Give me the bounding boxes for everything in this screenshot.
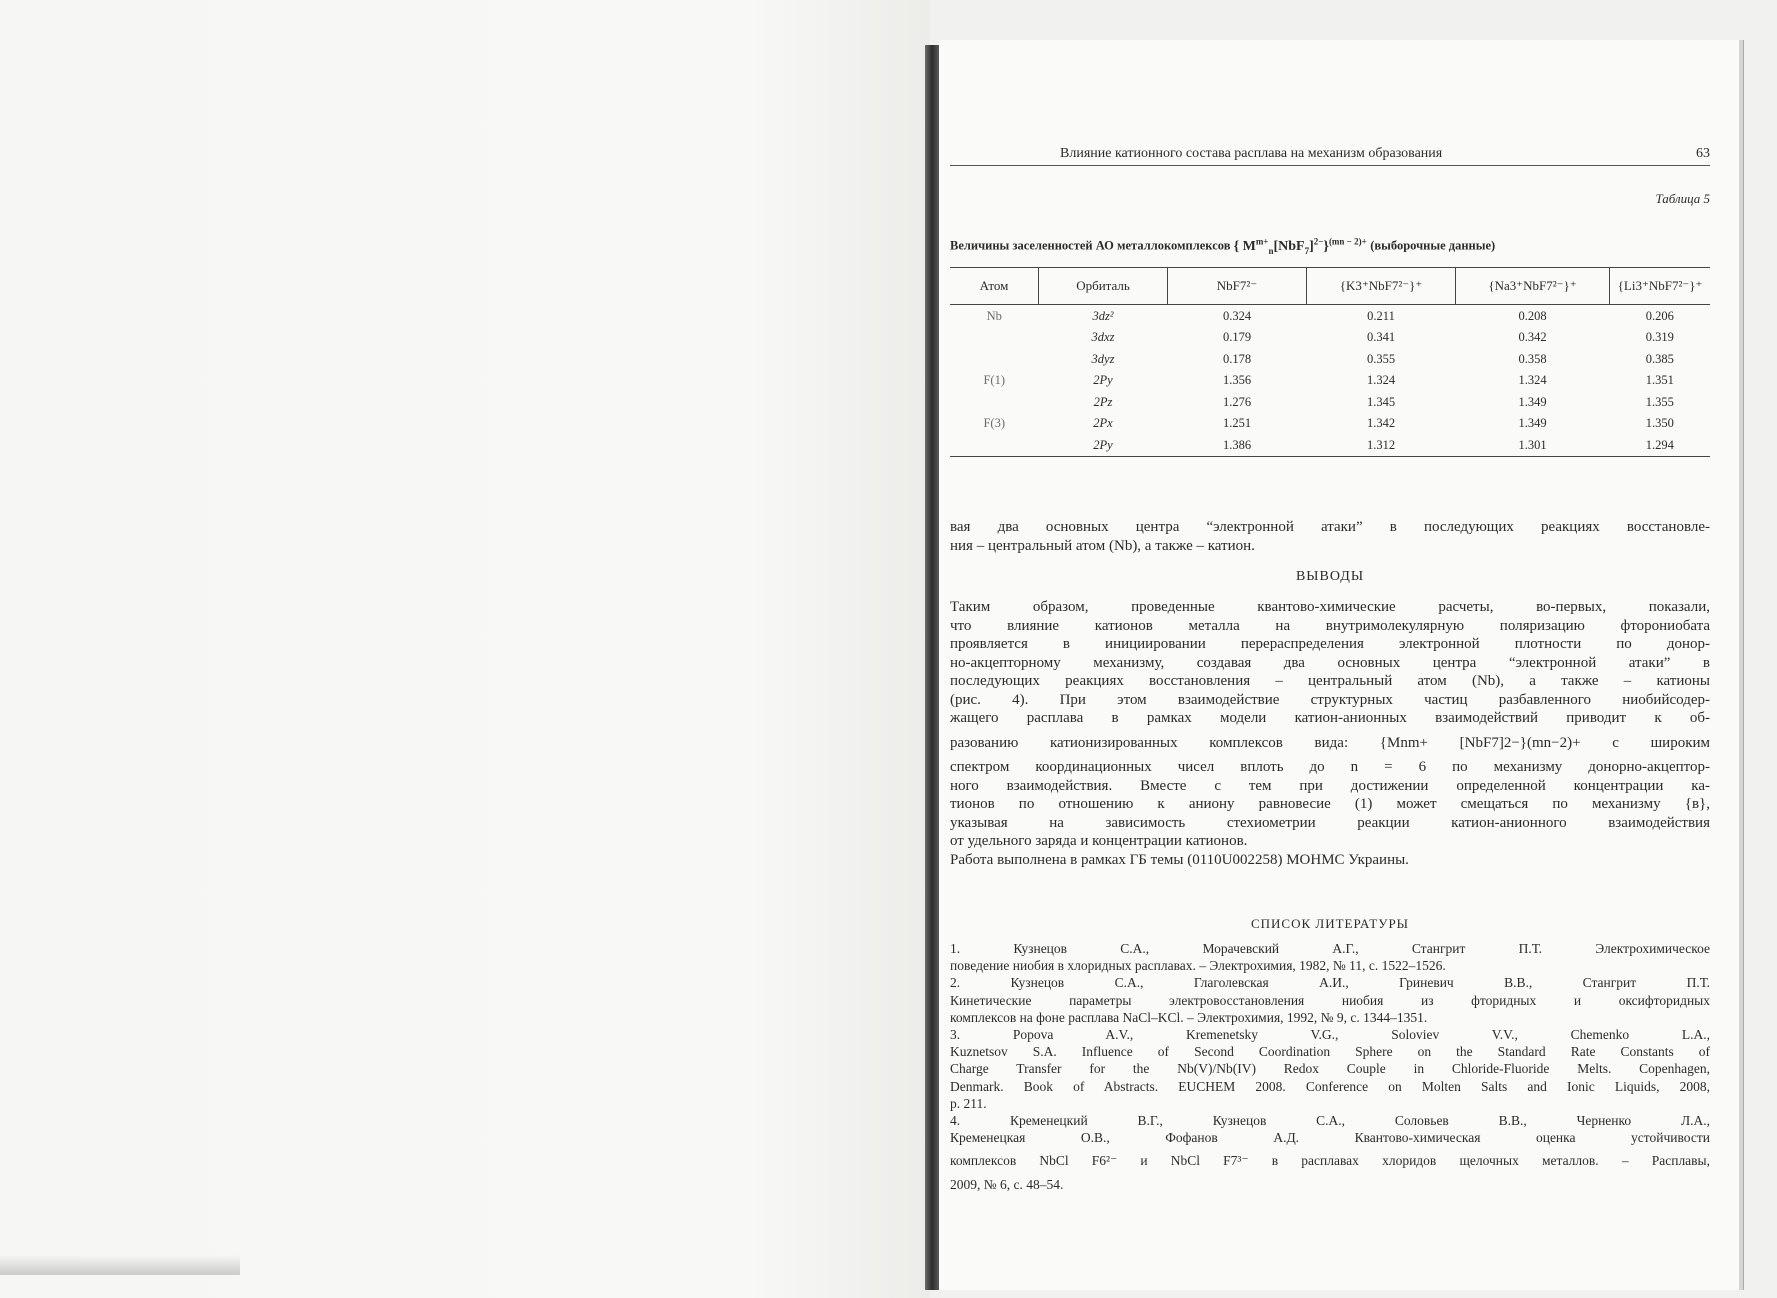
table-cell: 2Py	[1093, 373, 1113, 387]
table-cell: 0.206	[1645, 308, 1674, 323]
reference-line: Denmark. Book of Abstracts. EUCHEM 2008. Conference on Molten Salts and Ionic Liquids, 2008,	[950, 1078, 1710, 1094]
reference-line: 2. Кузнецов С.А., Глаголевская А.И., Гриневич В.В., Стангрит П.Т.	[950, 975, 1710, 991]
table-cell: 1.355	[1645, 394, 1674, 409]
table-row	[950, 348, 1710, 370]
table-caption	[950, 232, 1710, 260]
table-cell: 0.179	[1222, 330, 1252, 344]
table-cell: 0.319	[1645, 330, 1674, 344]
col-header-nbf7: NbF7²⁻	[1168, 268, 1307, 305]
table-cell: 0.211	[1367, 308, 1395, 323]
reference-line: p. 211.	[950, 1095, 987, 1111]
reference-line: Кинетические параметры электровосстановления ниобия из фторидных и оксифторидных	[950, 992, 1710, 1008]
table-cell: 1.276	[1222, 394, 1252, 409]
running-title: Влияние катионного состава расплава на механизм образования	[1060, 146, 1443, 161]
reference-line: комплексов NbCl F6²⁻ и NbCl F7³⁻ в расплавах хлоридов щелочных металлов. – Расплавы,	[950, 1153, 1710, 1169]
table-row	[950, 305, 1710, 327]
text-line: тионов по отношению к аниону равновесие (1) может смещаться по механизму {в},	[950, 796, 1710, 812]
references-title: СПИСОК ЛИТЕРАТУРЫ	[1250, 916, 1410, 931]
col-header-na3: {Na3⁺NbF7²⁻}⁺	[1456, 268, 1610, 305]
running-header	[950, 145, 1710, 166]
text-line: спектром координационных чисел вплоть до n = 6 по механизму донорно-акцептор-	[950, 759, 1710, 775]
text-line: указывая на зависимость стехиометрии реакции катион-анионного взаимодействия	[950, 814, 1710, 831]
table-cell: 1.251	[1222, 416, 1252, 430]
table-cell: 0.208	[1518, 308, 1547, 323]
conclusions-title: ВЫВОДЫ	[1295, 569, 1365, 584]
table-cell: 1.350	[1645, 416, 1674, 430]
table-cell: 0.342	[1518, 330, 1547, 344]
table-cell: 2Pz	[1093, 394, 1113, 409]
table-row	[950, 413, 1710, 435]
reference-line: 2009, № 6, с. 48–54.	[950, 1176, 1064, 1192]
table-cell: 0.385	[1645, 351, 1674, 366]
col-header-atom: Атом	[950, 268, 1039, 305]
left-page-shadow	[0, 1255, 240, 1275]
text-line: от удельного заряда и концентрации катионов.	[950, 833, 1248, 849]
reference-line: поведение ниобия в хлоридных расплавах. – Электрохимия, 1982, № 11, с. 1522–1526.	[950, 958, 1446, 974]
table-label: Таблица 5	[1655, 191, 1710, 206]
text-line: ного взаимодействия. Вместе с тем при достижении определенной концентрации ка-	[950, 777, 1710, 794]
table-cell: 0.324	[1222, 308, 1252, 323]
page-edge	[1739, 40, 1744, 1290]
table-cell: F(3)	[983, 416, 1006, 430]
page-number: 63	[1696, 146, 1710, 161]
table-cell: 1.294	[1610, 434, 1711, 456]
table-cell: 1.342	[1366, 416, 1396, 430]
table-row	[950, 327, 1710, 349]
table-cell: 1.349	[1518, 416, 1547, 430]
text-line: Работа выполнена в рамках ГБ темы (0110U002258) МОНМС Украины.	[950, 851, 1409, 868]
reference-line: 4. Кременецкий В.Г., Кузнецов С.А., Соловьев В.В., Черненко Л.А.,	[950, 1113, 1710, 1129]
reference-line: 3. Popova A.V., Kremenetsky V.G., Soloviev V.V., Chemenko L.A.,	[950, 1027, 1710, 1043]
table-cell: 0.178	[1222, 351, 1252, 366]
table-cell: 3dz²	[1092, 308, 1114, 323]
table-cell	[950, 391, 1039, 413]
reference-line: Charge Transfer for the Nb(V)/Nb(IV) Redox Couple in Chloride-Fluoride Melts. Copenhagen,	[950, 1061, 1710, 1077]
table-cell: F(1)	[983, 373, 1006, 387]
table-cell: 3dyz	[1091, 351, 1115, 366]
table-cell: 1.356	[1222, 373, 1252, 387]
text-line: (рис. 4). При этом взаимодействие структурных частиц разбавленного ниобийсодер-	[950, 691, 1710, 708]
text-after-table	[950, 518, 1710, 555]
table-cell: 1.386	[1168, 434, 1307, 456]
table-row	[950, 434, 1710, 456]
caption-text: Величины заселенностей АО металлокомплексов	[950, 238, 1231, 253]
text-line: разованию катионизированных комплексов вида: {Mnm+ [NbF7]2−}(mn−2)+ с широким	[950, 734, 1710, 751]
col-header-k3: {K3⁺NbF7²⁻}⁺	[1307, 268, 1456, 305]
caption-formula: { $M^{m+}_n[NbF_7]^{2-}\}^{(mn - 2)+}$	[1233, 236, 1367, 256]
table-cell	[950, 327, 1039, 349]
population-table	[950, 267, 1710, 457]
table-row	[950, 391, 1710, 413]
text-line: последующих реакциях восстановления – центральный атом (Nb), а также – катионы	[950, 673, 1710, 689]
text-line: проявляется в инициировании перераспределения электронной плотности по донор-	[950, 636, 1710, 652]
text-line: ния – центральный атом (Nb), а также – катион.	[950, 537, 1255, 554]
table-row	[950, 370, 1710, 392]
table-cell: 2Px	[1093, 416, 1113, 430]
table-cell: 1.324	[1518, 373, 1547, 387]
table-cell: 1.349	[1518, 394, 1547, 409]
col-header-orbital: Орбиталь	[1039, 268, 1168, 305]
reference-line: комплексов на фоне расплава NaCl–KCl. – Электрохимия, 1992, № 9, с. 1344–1351.	[950, 1009, 1428, 1025]
table-cell: 0.358	[1518, 351, 1547, 366]
conclusions-body	[950, 598, 1710, 869]
table-cell: 0.355	[1366, 351, 1396, 366]
table-cell: 1.345	[1366, 394, 1396, 409]
text-line: вая два основных центра “электронной атаки” в последующих реакциях восстановле-	[950, 519, 1710, 535]
text-line: но-акцепторному механизму, создавая два основных центра “электронной атаки” в	[950, 654, 1710, 671]
caption-note: (выборочные данные)	[1370, 238, 1496, 253]
table-cell: 0.341	[1366, 330, 1396, 344]
table-cell	[950, 348, 1039, 370]
text-line: жащего расплава в рамках модели катион-анионных взаимодействий приводит к об-	[950, 710, 1710, 726]
reference-line: Кременецкая О.В., Фофанов А.Д. Квантово-химическая оценка устойчивости	[950, 1130, 1710, 1146]
reference-line: 1. Кузнецов С.А., Морачевский А.Г., Стангрит П.Т. Электрохимическое	[950, 941, 1710, 956]
text-line: Таким образом, проведенные квантово-химические расчеты, во-первых, показали,	[950, 599, 1710, 615]
references-list	[950, 940, 1710, 1193]
table-cell: 3dxz	[1091, 330, 1115, 344]
col-header-li3: {Li3⁺NbF7²⁻}⁺	[1610, 268, 1711, 305]
table-cell: 1.324	[1366, 373, 1396, 387]
table-cell: 2Py	[1039, 434, 1168, 456]
table-cell	[950, 434, 1039, 456]
table-cell: Nb	[986, 308, 1002, 323]
table-cell: 1.351	[1645, 373, 1674, 387]
table-cell: 1.301	[1456, 434, 1610, 456]
text-line: что влияние катионов металла на внутримолекулярную поляризацию фторониобата	[950, 617, 1710, 634]
book-gutter	[925, 45, 939, 1290]
table-cell: 1.312	[1307, 434, 1456, 456]
reference-line: Kuznetsov S.A. Influence of Second Coordination Sphere on the Standard Rate Constants of	[950, 1044, 1710, 1060]
